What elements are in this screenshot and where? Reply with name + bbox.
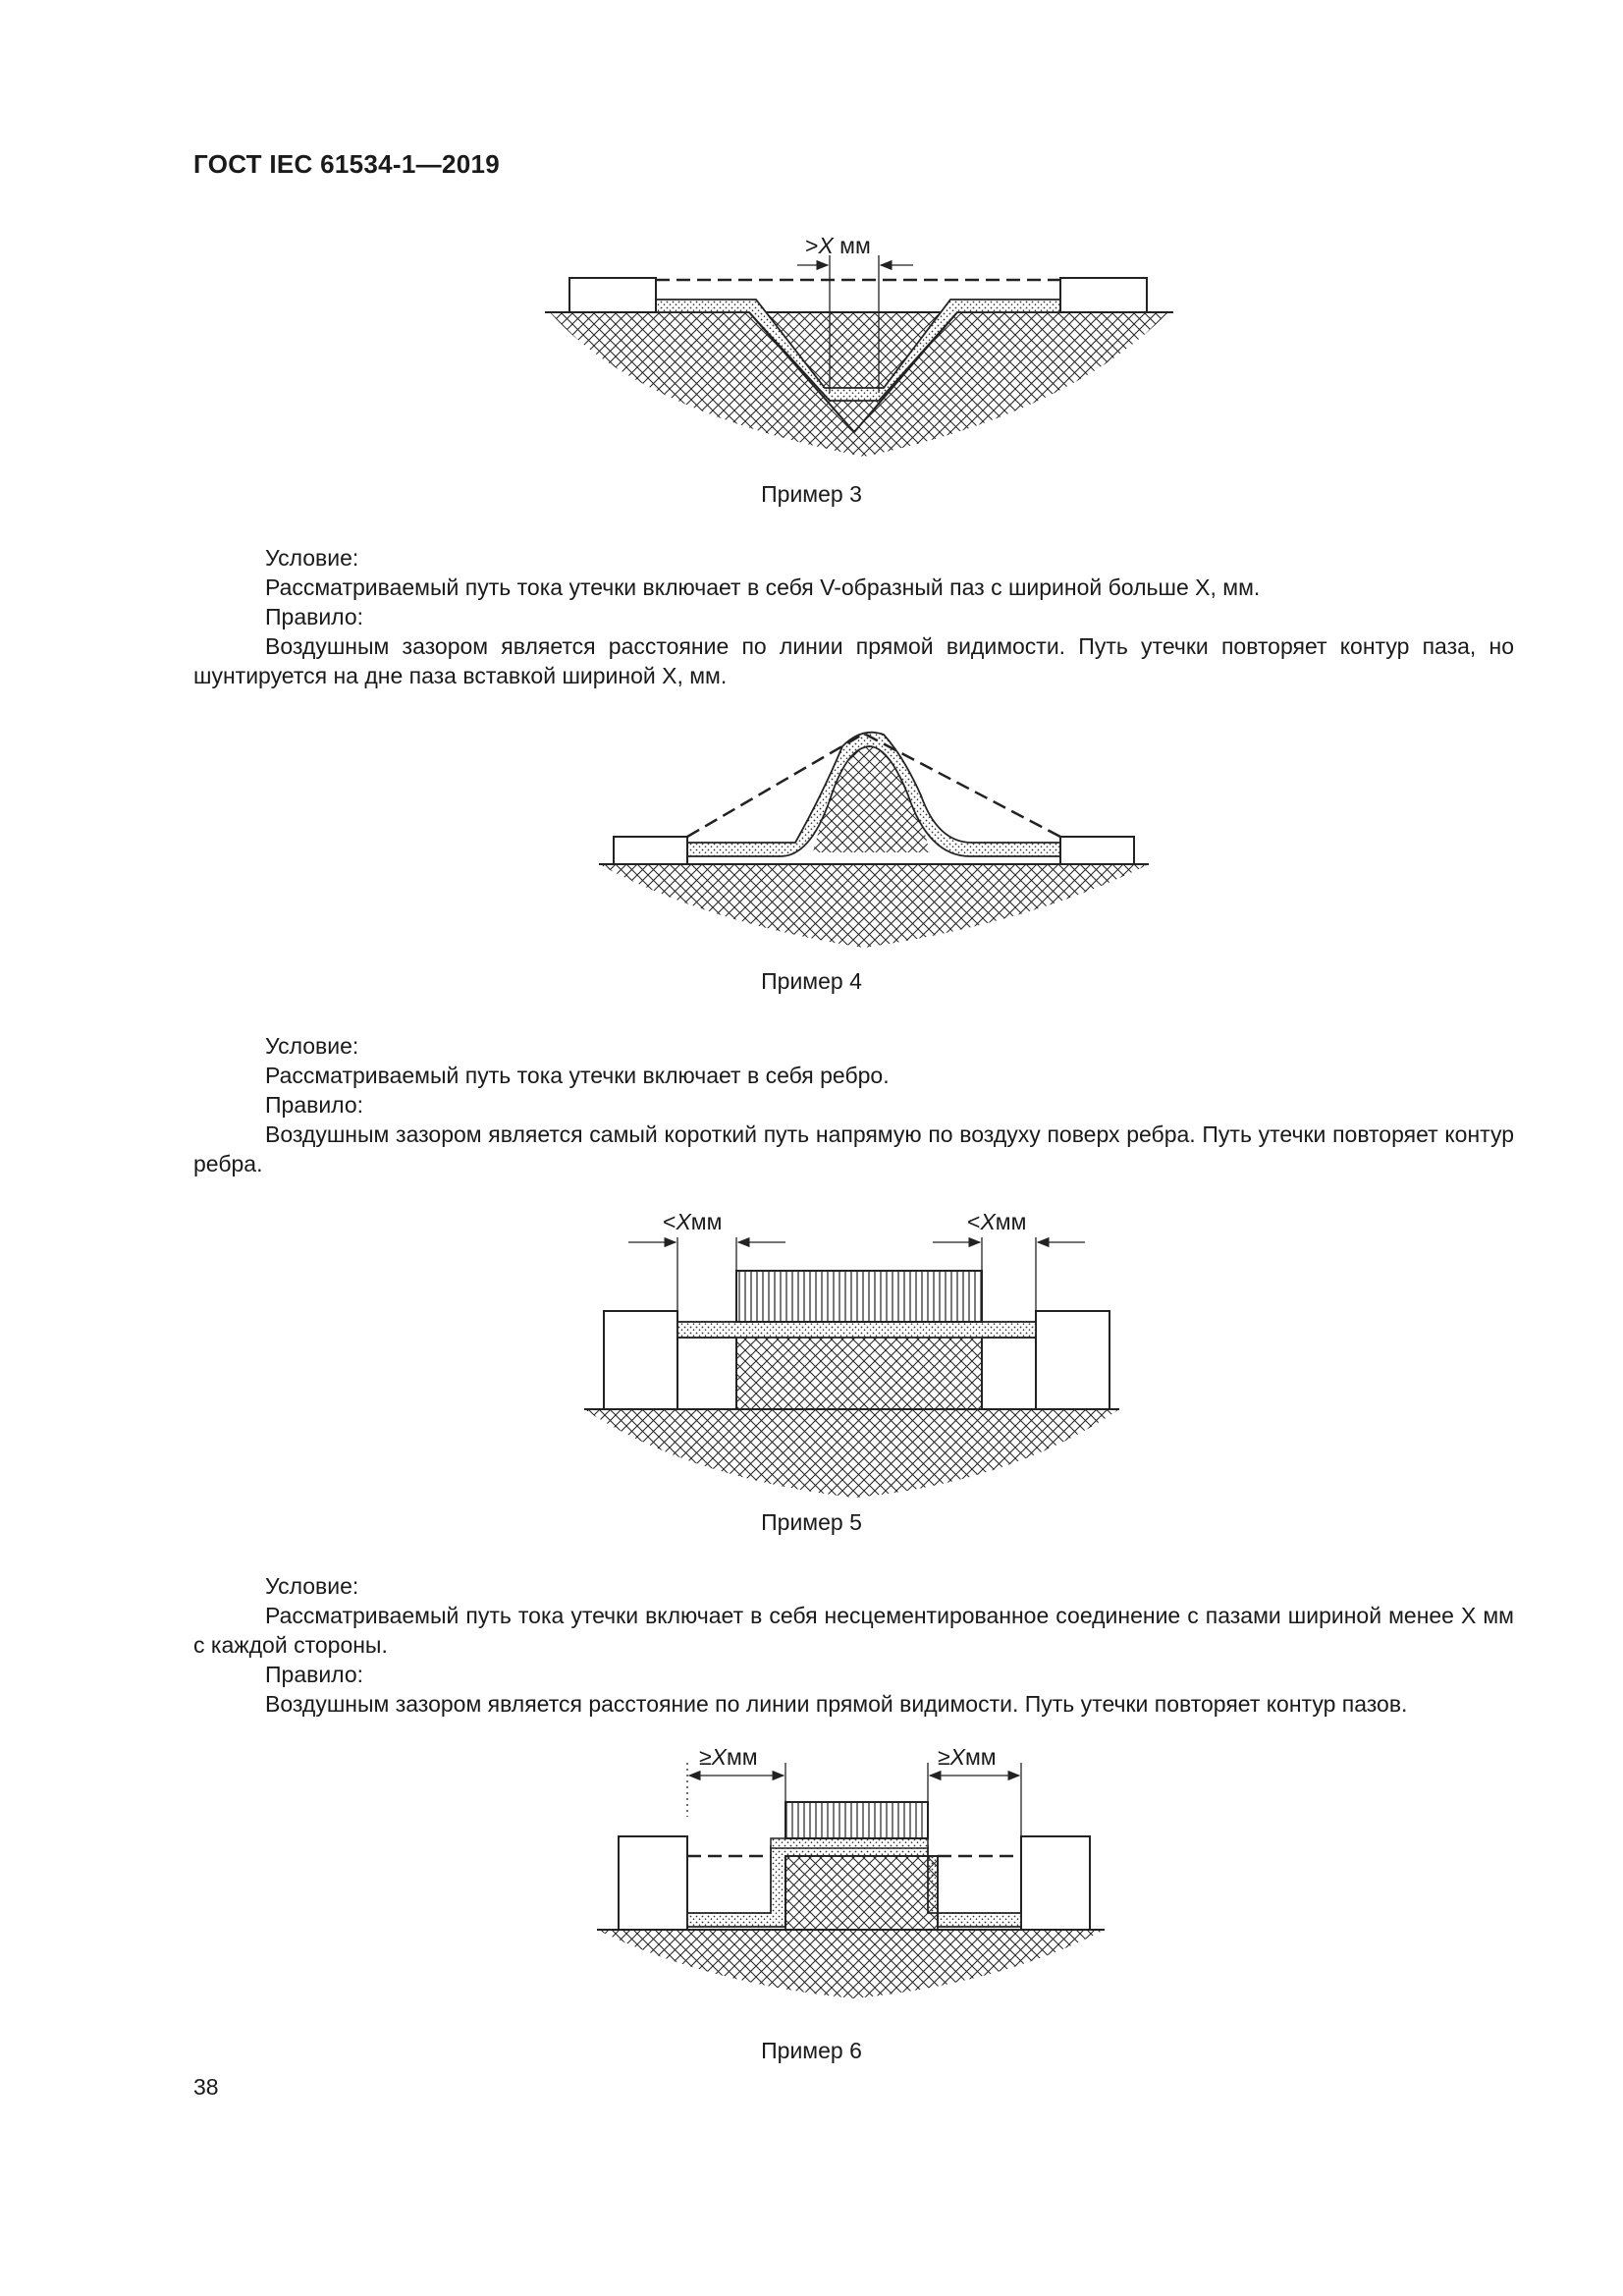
rule-label: Правило: [265, 604, 364, 629]
text-block-example-3 [193, 543, 1514, 690]
figure-example-4 [0, 717, 1623, 957]
left-block [569, 278, 656, 312]
right-outer-block [1036, 1311, 1109, 1409]
condition-text: Рассматриваемый путь тока утечки включает в себя ребро. [265, 1063, 890, 1088]
substrate [597, 1930, 1105, 1998]
center-body [736, 1338, 982, 1409]
left-block [619, 1836, 687, 1930]
rule-label: Правило: [265, 1662, 364, 1687]
substrate [550, 312, 1168, 457]
figure-example-3 [0, 221, 1623, 471]
rule-text: Воздушным зазором является расстояние по линии прямой видимости. Путь утечки повторяет контур паза, но шунтируется на дне паза вставкой шириной X, мм. [193, 633, 1514, 688]
right-block [1060, 837, 1134, 864]
right-block [1060, 278, 1147, 312]
right-inner-block [982, 1338, 1036, 1409]
caption-example-5: Пример 5 [761, 1509, 862, 1535]
rule-text: Воздушным зазором является самый короткий путь напрямую по воздуху поверх ребра. Путь утечки повторяет контур ребра. [193, 1121, 1514, 1176]
condition-label: Условие: [265, 1033, 359, 1059]
caption-example-4: Пример 4 [761, 968, 862, 994]
document-header: ГОСТ IEC 61534-1—2019 [193, 149, 500, 179]
caption-example-3: Пример 3 [761, 481, 862, 507]
text-block-example-4 [193, 1031, 1514, 1178]
left-block [614, 837, 687, 864]
top-block [785, 1802, 928, 1838]
text-block-example-5 [193, 1571, 1514, 1719]
rule-text: Воздушным зазором является расстояние по линии прямой видимости. Путь утечки повторяет контур пазов. [265, 1691, 1408, 1717]
figure-example-6 [0, 1733, 1623, 2018]
dimension-label: >X мм [805, 233, 871, 258]
substrate [584, 1409, 1119, 1498]
substrate [599, 864, 1149, 948]
left-outer-block [604, 1311, 677, 1409]
page-number: 38 [193, 2074, 219, 2100]
condition-label: Условие: [265, 1573, 359, 1599]
figure-example-5 [0, 1203, 1623, 1507]
caption-example-6: Пример 6 [761, 2038, 862, 2063]
dimension-label-left: <Xмм [663, 1209, 723, 1234]
right-block [1021, 1836, 1090, 1930]
rule-label: Правило: [265, 1092, 364, 1118]
condition-label: Условие: [265, 545, 359, 571]
left-inner-block [677, 1338, 736, 1409]
top-block [736, 1271, 982, 1322]
coating-layer [677, 1322, 1036, 1338]
condition-text: Рассматриваемый путь тока утечки включает в себя V-образный паз с шириной больше X, мм. [265, 574, 1261, 600]
condition-text: Рассматриваемый путь тока утечки включает в себя несцементированное соединение с пазами шириной менее X мм с каждой стороны. [193, 1603, 1514, 1658]
dimension-label-right: ≥Xмм [938, 1744, 997, 1770]
center-body [785, 1856, 938, 1930]
dimension-label-right: <Xмм [967, 1209, 1027, 1234]
dimension-label-left: ≥Xмм [699, 1744, 758, 1770]
